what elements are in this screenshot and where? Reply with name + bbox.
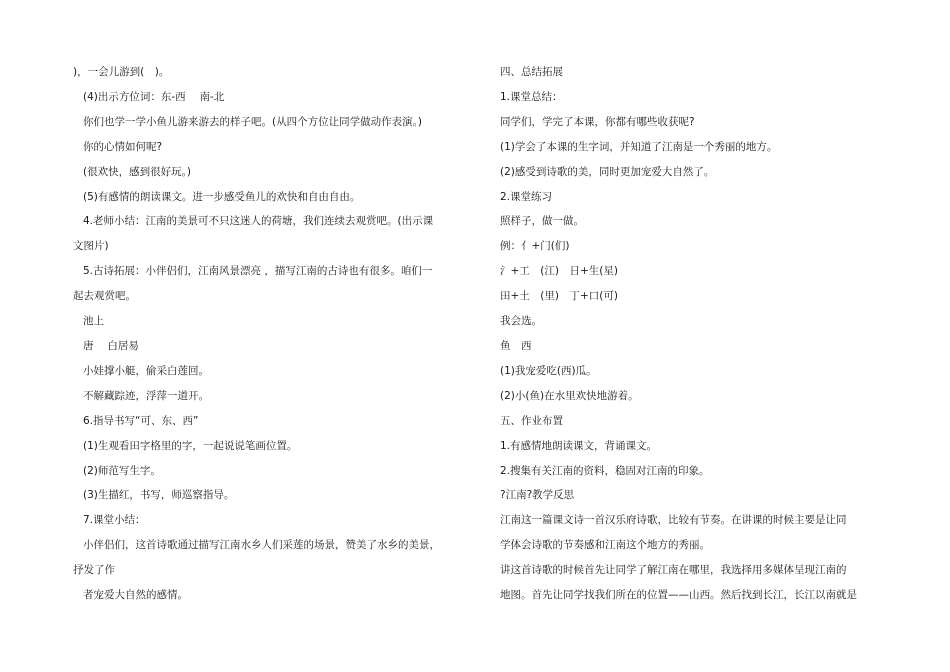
text-line: (2)师范写生字。 — [83, 464, 161, 477]
text-line: 你的心情如何呢? — [83, 140, 163, 153]
text-line: 4.老师小结：江南的美景可不只这迷人的荷塘，我们连续去观赏吧。(出示课 — [83, 215, 434, 228]
text-line: (2)感受到诗歌的美，同时更加宠爱大自然了。 — [500, 165, 715, 178]
text-line: 同学们，学完了本课，你都有哪些收获呢? — [500, 115, 695, 128]
text-line: (5)有感情的朗读课文。进一步感受鱼儿的欢快和自由自由。 — [83, 190, 361, 203]
text-line: 学体会诗歌的节奏感和江南这个地方的秀丽。 — [500, 539, 710, 552]
text-line: 例：亻+门(们) — [500, 240, 570, 253]
left-text-column — [73, 60, 465, 608]
text-line: 地图。首先让同学找我们所在的位置——山西。然后找到长江，长江以南就是 — [500, 589, 857, 602]
text-line: 6.指导书写“可、东、西” — [83, 414, 199, 427]
right-text-column — [500, 60, 874, 608]
text-line: ?江南?教学反思 — [500, 489, 575, 502]
text-line: 5.古诗拓展：小伴侣们，江南风景漂亮 ，描写江南的古诗也有很多。咱们一 — [83, 265, 433, 278]
text-line: 不解藏踪迹，浮萍一道开。 — [83, 389, 209, 402]
text-line: 氵+工 (江) 日+生(星) — [500, 265, 618, 278]
text-line: 田+土 (里) 丁+口(可) — [500, 290, 618, 303]
text-line: (1)生观看田字格里的字，一起说说笔画位置。 — [83, 439, 298, 452]
text-line: )，一会儿游到( )。 — [73, 66, 170, 78]
text-line: 抒发了作 — [73, 564, 115, 577]
text-line: 五、作业布置 — [500, 414, 563, 427]
text-line: 2.课堂练习 — [500, 190, 553, 203]
text-line: (1)学会了本课的生字词，并知道了江南是一个秀丽的地方。 — [500, 140, 778, 153]
text-line: 照样子，做一做。 — [500, 215, 584, 228]
text-line: (1)我宠爱吃(西)瓜。 — [500, 364, 597, 377]
text-line: 1.课堂总结： — [500, 90, 563, 103]
text-line: 小娃撑小艇，偷采白莲回。 — [83, 364, 209, 377]
text-line: 1.有感情地朗读课文，背诵课文。 — [500, 439, 658, 452]
text-line: (2)小(鱼)在水里欢快地游着。 — [500, 389, 639, 402]
text-line: 你们也学一学小鱼儿游来游去的样子吧。(从四个方位让同学做动作表演。) — [83, 115, 422, 128]
text-line: 我会选。 — [500, 315, 542, 328]
text-line: 2.搜集有关江南的资料，稳固对江南的印象。 — [500, 464, 710, 477]
text-line: 文图片) — [73, 240, 109, 253]
text-line: 唐 白居易 — [83, 339, 139, 352]
text-line: (4)出示方位词：东-西 南-北 — [83, 90, 225, 103]
text-line: (3)生描红，书写，师巡察指导。 — [83, 489, 235, 502]
text-line: 池上 — [83, 315, 104, 328]
text-line: 讲这首诗歌的时候首先让同学了解江南在哪里，我选择用多媒体呈现江南的 — [500, 564, 847, 577]
text-line: 7.课堂小结： — [83, 514, 146, 527]
text-line: (很欢快，感到很好玩。) — [83, 165, 191, 178]
text-line: 者宠爱大自然的感情。 — [83, 589, 188, 602]
text-line: 起去观赏吧。 — [73, 290, 136, 303]
text-line: 四、总结拓展 — [500, 66, 563, 78]
text-line: 小伴侣们，这首诗歌通过描写江南水乡人们采莲的场景，赞美了水乡的美景， — [83, 539, 440, 552]
text-line: 鱼 西 — [500, 339, 532, 352]
text-line: 江南这一篇课文诗一首汉乐府诗歌，比较有节奏。在讲课的时候主要是让同 — [500, 514, 847, 527]
